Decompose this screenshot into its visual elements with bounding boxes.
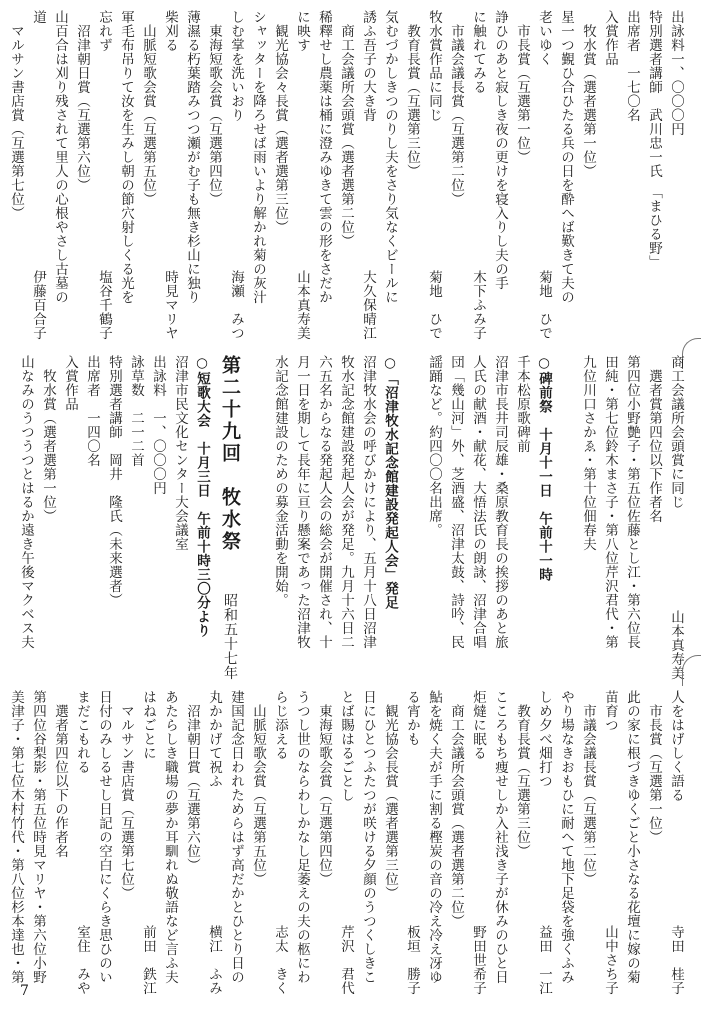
column-text: 鮎を焼く夫が手に割る樫炭の音の冷え冷え冴ゆ bbox=[426, 690, 442, 984]
text-column bbox=[247, 355, 269, 680]
text-column bbox=[291, 690, 313, 995]
column-text: 老いゆく bbox=[536, 10, 552, 66]
column-text: ○碑前祭 十月十一日 午前十一時 bbox=[536, 355, 552, 582]
text-band-middle bbox=[0, 355, 701, 680]
text-column bbox=[93, 10, 115, 340]
column-text: まだこもれる bbox=[74, 690, 90, 774]
author-name: 山本真寿美 bbox=[294, 270, 310, 340]
column-text: 建国記念日われためらはず高だかとひとり日の bbox=[228, 690, 244, 984]
column-text: る宵かも bbox=[404, 690, 420, 746]
column-text: 薄濕る朽葉踏みつつ瀬がむ子も無き杉山に独り bbox=[184, 10, 200, 304]
column-text: に触れてみる bbox=[470, 10, 486, 94]
text-column bbox=[181, 690, 203, 995]
column-text: 牧水賞（選者選第一位） bbox=[40, 355, 56, 523]
text-column bbox=[665, 690, 687, 995]
column-text: 山百合は刈り残されて里人の心根やさし古墓の bbox=[52, 10, 68, 304]
text-column bbox=[511, 690, 533, 995]
column-text: こころもち痩せしか入社浅き子が休みのひと日 bbox=[492, 690, 508, 984]
column-text: 牧水賞作品に同じ bbox=[426, 10, 442, 122]
author-name: 寺田 桂子 bbox=[668, 925, 684, 995]
author-name: 菊地 ひで bbox=[536, 270, 552, 340]
column-group bbox=[15, 355, 687, 680]
text-column bbox=[313, 355, 335, 680]
column-text: 詠草数 二一二首 bbox=[128, 355, 144, 467]
column-text: 此の家に根づきゆくごと小さなる花壇に嫁の菊 bbox=[624, 690, 640, 984]
column-text: 選者第四位以下の作者名 bbox=[52, 690, 68, 858]
column-text: 日付のみしるせし日記の空白にくらき思ひのい bbox=[96, 690, 112, 984]
column-text: うつし世のならわしかなし足萎えの夫の柩にわ bbox=[294, 690, 310, 984]
column-text: 出詠料一、〇〇〇円 bbox=[668, 10, 684, 136]
column-text: 謡踊など。約四〇〇名出席。 bbox=[426, 355, 442, 537]
author-name: 益田 一江 bbox=[536, 925, 552, 995]
author-name: 志太 きく bbox=[272, 925, 288, 995]
text-column bbox=[489, 690, 511, 995]
column-text: 人をはげしく語る bbox=[668, 690, 684, 802]
text-column bbox=[225, 690, 247, 995]
column-text: ○短歌大会 十月三日 午前十時三〇分より bbox=[194, 355, 210, 638]
text-column bbox=[401, 10, 423, 340]
text-column bbox=[665, 10, 687, 340]
column-text: 誘ふ吾子の大き背 bbox=[360, 10, 376, 122]
column-text: 炬燵に眠る bbox=[470, 690, 486, 760]
text-column bbox=[533, 690, 555, 995]
text-column bbox=[37, 355, 59, 680]
column-text: 沼津朝日賞（互選第六位） bbox=[74, 10, 90, 192]
column-text: 市議会議長賞（互選第二位） bbox=[580, 690, 596, 886]
author-name: 海瀬 みつ bbox=[228, 270, 244, 340]
text-column bbox=[555, 355, 577, 680]
column-text: しめ夕べ畑打つ bbox=[536, 690, 552, 788]
text-column bbox=[291, 355, 313, 680]
text-column bbox=[621, 10, 643, 340]
column-text: 沼津市長井司辰雄・桑原教育長の挨拶のあと旅 bbox=[492, 355, 508, 649]
author-name: 板垣 勝子 bbox=[404, 925, 420, 995]
text-column bbox=[643, 355, 665, 680]
column-text: 人氏の献酒・献花、大悟法氏の朗詠、沼津合唱 bbox=[470, 355, 486, 649]
author-name: 山本真寿美 bbox=[668, 610, 684, 680]
author-name: 木下ふみ子 bbox=[470, 270, 486, 340]
text-column bbox=[357, 10, 379, 340]
column-text: 道 bbox=[30, 10, 46, 24]
text-column bbox=[599, 690, 621, 995]
text-column bbox=[313, 690, 335, 995]
text-column bbox=[159, 690, 181, 995]
text-column bbox=[533, 10, 555, 340]
column-text: 第四位谷梨影・第五位時見マリヤ・第六位小野 bbox=[30, 690, 46, 984]
text-column bbox=[643, 690, 665, 995]
text-column bbox=[423, 690, 445, 995]
section-heading bbox=[191, 355, 213, 680]
text-column bbox=[225, 10, 247, 340]
column-text: 教育長賞（互選第三位） bbox=[514, 690, 530, 858]
text-band-bottom bbox=[0, 690, 701, 995]
text-column bbox=[27, 690, 49, 995]
column-text: 第二十九回 牧水祭 bbox=[219, 355, 241, 553]
author-name: 昭和五十七年 bbox=[222, 593, 238, 680]
column-text: 団「幾山河」外、芝酒盛、沼津太鼓、詩吟、民 bbox=[448, 355, 464, 649]
column-text: 出詠料 一、〇〇〇円 bbox=[150, 355, 166, 495]
column-text: 商工会議所会頭賞に同じ bbox=[668, 355, 684, 509]
text-column bbox=[511, 355, 533, 680]
text-column bbox=[577, 690, 599, 995]
column-text: あたらしき職場の夢か耳馴れぬ敬語など言ふ夫 bbox=[162, 690, 178, 984]
text-column bbox=[467, 355, 489, 680]
author-name: 芹沢 君代 bbox=[338, 925, 354, 995]
text-column bbox=[181, 10, 203, 340]
text-column bbox=[15, 355, 37, 680]
text-band-top bbox=[0, 10, 701, 340]
text-column bbox=[335, 355, 357, 680]
column-group bbox=[5, 690, 687, 995]
column-text: 牧水記念館建設発起人会が発足。九月十六日二 bbox=[338, 355, 354, 649]
column-text: 美津子・第七位木村竹代・第八位杉本達也・第 bbox=[8, 690, 24, 984]
column-text: 入賞作品 bbox=[602, 10, 618, 66]
column-text: やり場なきおもひに耐へて地下足袋を強くふみ bbox=[558, 690, 574, 984]
text-column bbox=[81, 355, 103, 680]
text-column bbox=[599, 10, 621, 340]
text-column bbox=[203, 10, 225, 340]
text-column bbox=[71, 690, 93, 995]
text-column bbox=[115, 690, 137, 995]
author-name: 菊地 ひで bbox=[426, 270, 442, 340]
column-text: 忘れず bbox=[96, 10, 112, 52]
text-column bbox=[159, 10, 181, 340]
text-column bbox=[335, 10, 357, 340]
column-text: 観光協会長賞（選者選第三位） bbox=[382, 690, 398, 900]
column-text: 沼津朝日賞（互選第六位） bbox=[184, 690, 200, 872]
column-text: 東海短歌会賞（互選第四位） bbox=[206, 10, 222, 206]
column-text: 軍毛布吊りて汝を生みし朝の節穴射しくる光を bbox=[118, 10, 134, 304]
page-number: 7 bbox=[20, 983, 29, 999]
column-text: マルサン書店賞（互選第七位） bbox=[118, 690, 134, 900]
text-column bbox=[313, 10, 335, 340]
text-column bbox=[137, 10, 159, 340]
text-column bbox=[445, 355, 467, 680]
text-column bbox=[147, 355, 169, 680]
author-name: 伊藤百合子 bbox=[30, 270, 46, 340]
text-column bbox=[423, 10, 445, 340]
text-column bbox=[93, 690, 115, 995]
author-name: 前田 鉄江 bbox=[140, 925, 156, 995]
text-column bbox=[103, 355, 125, 680]
text-column bbox=[445, 10, 467, 340]
text-column bbox=[577, 355, 599, 680]
text-column bbox=[379, 690, 401, 995]
text-column bbox=[71, 10, 93, 340]
binding-mark-bottom bbox=[682, 655, 701, 686]
column-text: 気むづかしきつのりし夫をさり気なくビールに bbox=[382, 10, 398, 304]
author-name: 野田世希子 bbox=[470, 925, 486, 995]
text-column bbox=[555, 10, 577, 340]
text-column bbox=[49, 690, 71, 995]
column-text: 第四位小野艶子・第五位佐藤とし江・第六位長 bbox=[624, 355, 640, 649]
column-text: 稀釋せし農薬は桶に澄みゆきて雲の形をさだか bbox=[316, 10, 332, 304]
text-column bbox=[269, 690, 291, 995]
text-column bbox=[379, 10, 401, 340]
text-column bbox=[489, 355, 511, 680]
text-column bbox=[577, 10, 599, 340]
column-text: はねごとに bbox=[140, 690, 156, 760]
column-text: 山脈短歌会賞（互選第五位） bbox=[140, 10, 156, 206]
section-title bbox=[213, 355, 247, 680]
text-column bbox=[511, 10, 533, 340]
column-text: 沼津牧水会の呼びかけにより、五月十八日沼津 bbox=[360, 355, 376, 649]
text-column bbox=[467, 690, 489, 995]
text-column bbox=[27, 10, 49, 340]
text-column bbox=[489, 10, 511, 340]
column-text: 山なみのうつうつとはるか遠き午後マクベス夫 bbox=[18, 355, 34, 649]
column-text: マルサン書店賞（互選第七位） bbox=[8, 10, 24, 220]
column-text: 山脈短歌会賞（互選第五位） bbox=[250, 690, 266, 886]
text-column bbox=[247, 10, 269, 340]
text-column bbox=[445, 690, 467, 995]
text-column bbox=[357, 690, 379, 995]
section-heading bbox=[533, 355, 555, 680]
column-text: 星一つ覲ひ合ひたる兵の日を酔へば歎きて夫の bbox=[558, 10, 574, 304]
text-column bbox=[467, 10, 489, 340]
column-text: 水記念館建設のための募金活動を開始。 bbox=[272, 355, 288, 607]
column-text: シャッターを降ろせば雨いより解かれ菊の灰汁 bbox=[250, 10, 266, 304]
column-text: しむ掌を洗いおり bbox=[228, 10, 244, 122]
text-column bbox=[335, 690, 357, 995]
text-column bbox=[5, 10, 27, 340]
text-column bbox=[49, 10, 71, 340]
text-column bbox=[269, 10, 291, 340]
text-column bbox=[5, 690, 27, 995]
column-text: 九位川口さかゑ・第十位佃春夫 bbox=[580, 355, 596, 551]
column-text: 選者賞第四位以下作者名 bbox=[646, 355, 662, 523]
author-name: 塩谷千鶴子 bbox=[96, 270, 112, 340]
text-column bbox=[599, 355, 621, 680]
column-text: に映す bbox=[294, 10, 310, 52]
column-text: 観光協会々長賞（選者選第三位） bbox=[272, 10, 288, 234]
text-column bbox=[247, 690, 269, 995]
text-column bbox=[621, 690, 643, 995]
column-text: 沼津市民文化センター大会議室 bbox=[172, 355, 188, 551]
column-text: 諍ひのあと寂しき夜の更けを寝入りし夫の手 bbox=[492, 10, 508, 290]
column-text: 苗育つ bbox=[602, 690, 618, 732]
text-column bbox=[401, 690, 423, 995]
text-column bbox=[125, 355, 147, 680]
column-text: ○「沼津牧水記念館建設発起人会」発足 bbox=[382, 355, 398, 610]
text-column bbox=[423, 355, 445, 680]
text-column bbox=[401, 355, 423, 680]
text-column bbox=[169, 355, 191, 680]
text-column bbox=[665, 355, 687, 680]
text-column bbox=[269, 355, 291, 680]
column-text: 月一日を期して長年に亘り懸案であった沼津牧 bbox=[294, 355, 310, 649]
column-text: 入賞作品 bbox=[62, 355, 78, 411]
text-column bbox=[203, 690, 225, 995]
text-column bbox=[115, 10, 137, 340]
column-text: 商工会議所会頭賞（選者選第二位） bbox=[448, 690, 464, 928]
column-text: 教育長賞（互選第三位） bbox=[404, 10, 420, 178]
section-heading bbox=[379, 355, 401, 680]
text-column bbox=[643, 10, 665, 340]
column-text: 特別選者講師 岡井 隆氏（未来選者） bbox=[106, 355, 122, 607]
column-text: 東海短歌会賞（互選第四位） bbox=[316, 690, 332, 886]
column-text: 市議会議長賞（互選第二位） bbox=[448, 10, 464, 206]
author-name: 山中さち子 bbox=[602, 925, 618, 995]
column-text: 商工会議所会頭賞（選者選第二位） bbox=[338, 10, 354, 248]
text-column bbox=[59, 355, 81, 680]
column-text: 出席者 一七〇名 bbox=[624, 10, 640, 122]
text-column bbox=[621, 355, 643, 680]
column-text: 柴刈る bbox=[162, 10, 178, 52]
column-text: 出席者 一四〇名 bbox=[84, 355, 100, 467]
column-text: 丸かかげて祝ふ bbox=[206, 690, 222, 788]
author-name: 横江 ふみ bbox=[206, 925, 222, 995]
column-text: とば賜はるごとし bbox=[338, 690, 354, 802]
column-text: 牧水賞（選者選第一位） bbox=[580, 10, 596, 178]
column-text: 市長賞（互選第一位） bbox=[646, 690, 662, 844]
column-text: 田純・第七位鈴木まさ子・第八位芹沢君代・第 bbox=[602, 355, 618, 649]
text-column bbox=[357, 355, 379, 680]
column-text: らじ添える bbox=[272, 690, 288, 760]
text-column bbox=[137, 690, 159, 995]
author-name: 大久保晴江 bbox=[360, 270, 376, 340]
text-column bbox=[555, 690, 577, 995]
column-text: 六五名からなる発起人会の総会が開催され、十 bbox=[316, 355, 332, 649]
column-group bbox=[5, 10, 687, 340]
text-column bbox=[291, 10, 313, 340]
author-name: 時見マリヤ bbox=[162, 270, 178, 340]
author-name: 室住 みや bbox=[74, 925, 90, 995]
column-text: 千本松原歌碑前 bbox=[514, 355, 530, 453]
column-text: 特別選者講師 武川忠一氏 「まひる野」 bbox=[646, 10, 662, 270]
column-text: 市長賞（互選第一位） bbox=[514, 10, 530, 164]
column-text: 日にひとつふたつが咲ける夕顔のうつくしきこ bbox=[360, 690, 376, 984]
